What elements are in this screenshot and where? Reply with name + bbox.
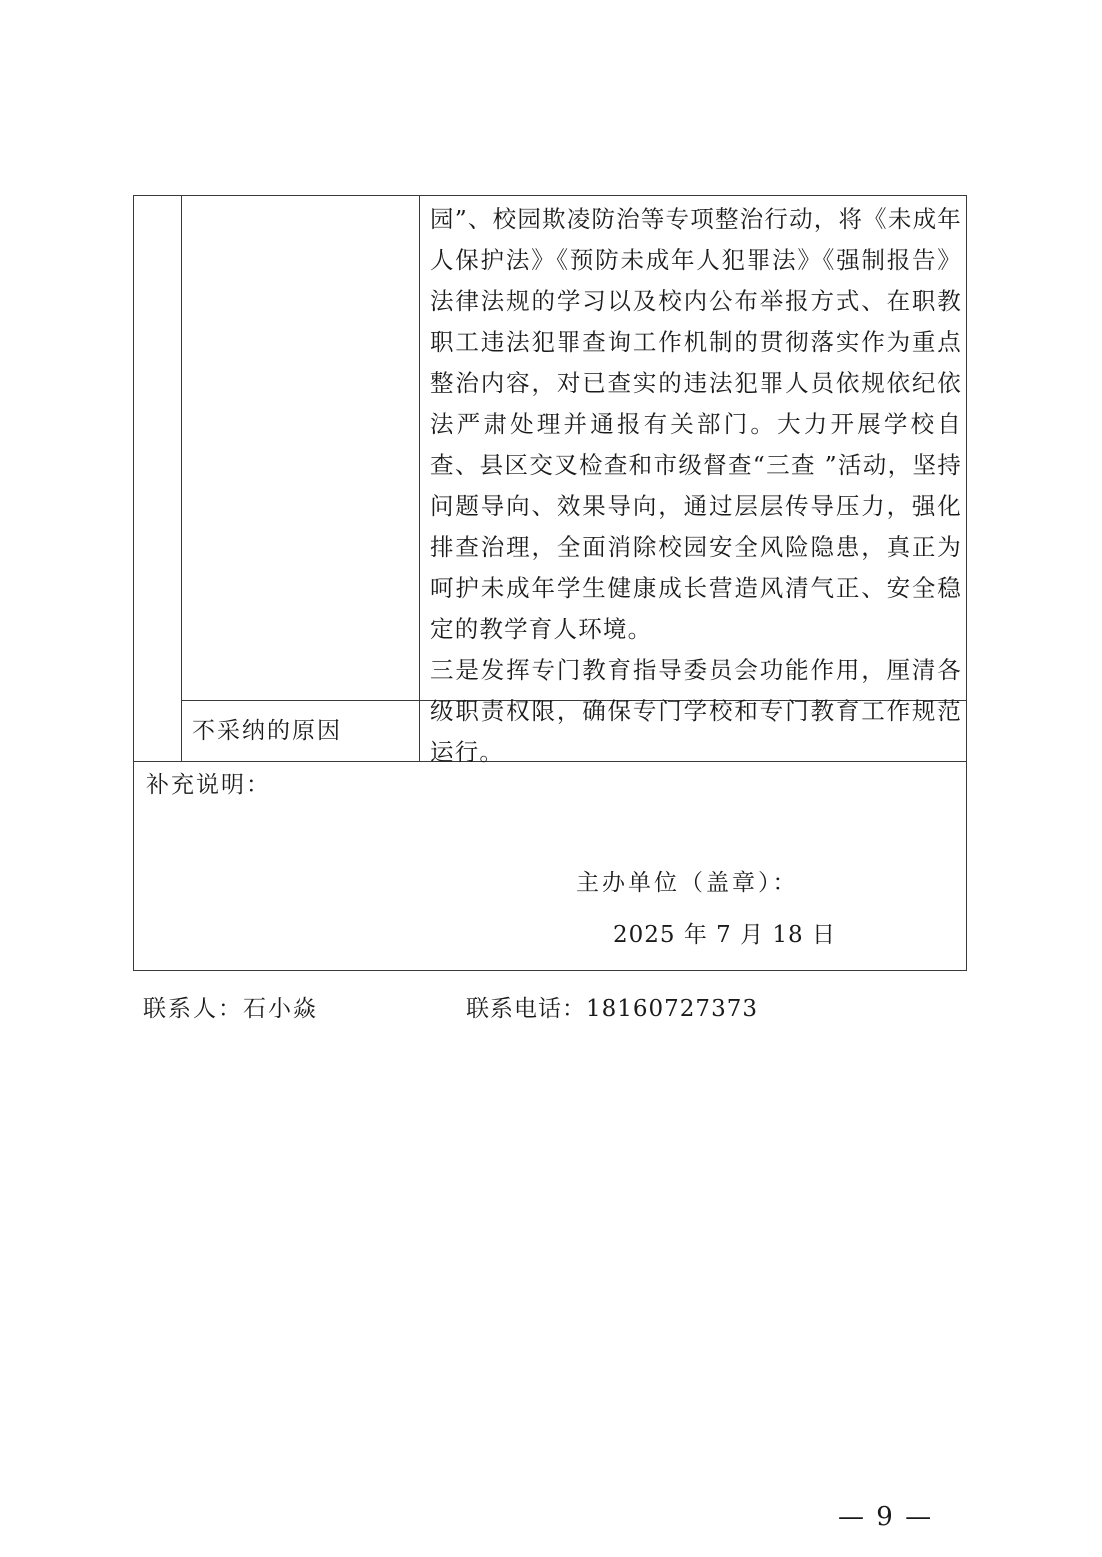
- adoption-content-cell: [430, 199, 962, 773]
- page-number: — 9 —: [838, 1502, 934, 1532]
- contact-person: 联系人：石小焱: [143, 996, 318, 1022]
- content-paragraph: 三是发挥专门教育指导委员会功能作用，厘清各级职责权限，确保专门学校和专门教育工作规范运行。: [430, 656, 962, 766]
- supplement-label: 补充说明：: [146, 772, 271, 798]
- sponsor-seal-label: 主办单位（盖章）：: [576, 870, 799, 896]
- contact-phone: 联系电话：18160727373: [466, 996, 758, 1022]
- sign-date: 2025 年 7 月 18 日: [613, 922, 836, 948]
- not-adopted-reason-label: 不采纳的原因: [192, 718, 342, 744]
- table-divider-left: [181, 195, 182, 761]
- content-paragraph: 园”、校园欺凌防治等专项整治行动，将《未成年人保护法》《预防未成年人犯罪法》《强制报告》法律法规的学习以及校内公布举报方式、在职教职工违法犯罪查询工作机制的贯彻落实作为重点整治内容，对已查实的违法犯罪人员依规依纪依法严肃处理并通报有关部门。大力开展学校自查、县区交叉检查和市级督查“三查 ”活动，坚持问题导向、效果导向，通过层层传导压力，强化排查治理，全面消除校园安全风险隐患，真正为呵护未成年学生健康成长营造风清气正、安全稳定的教学育人环境。: [430, 205, 962, 643]
- table-divider-middle: [419, 195, 420, 761]
